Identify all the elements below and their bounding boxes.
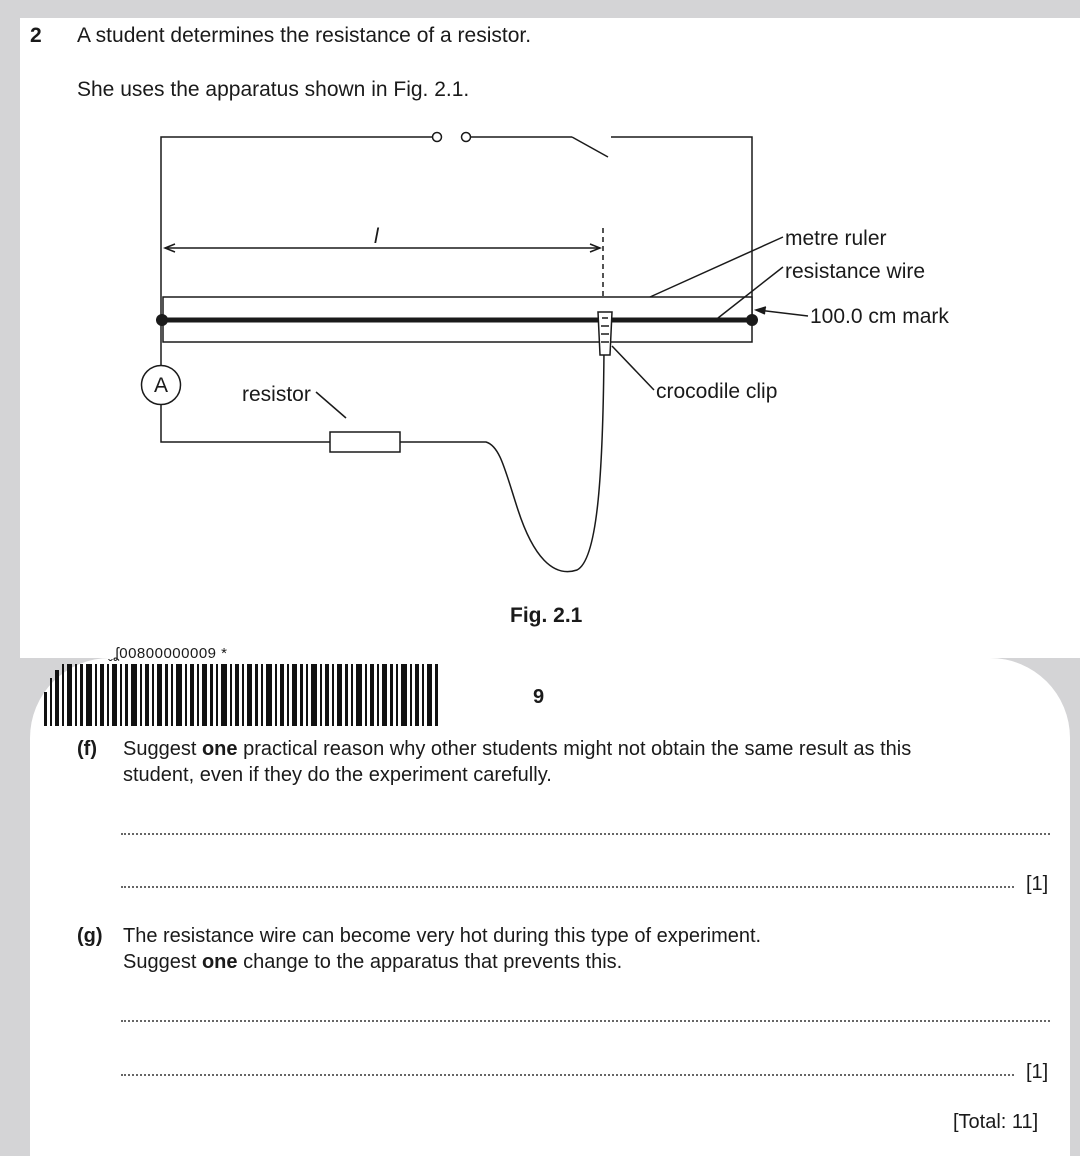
part-g-line2: Suggest one change to the apparatus that prevents this.: [123, 951, 623, 973]
wire-end-left: [156, 314, 168, 326]
clip-leader: [612, 346, 654, 390]
wire-end-right: [746, 314, 758, 326]
part-g-label: (g): [77, 925, 103, 947]
part-f-answer-line-1[interactable]: [121, 833, 1050, 835]
metre-ruler-label: metre ruler: [785, 227, 887, 250]
part-f-label: (f): [77, 738, 97, 760]
ammeter-label: A: [153, 374, 169, 397]
circuit-wire-bottom-left: [161, 404, 330, 442]
resistance-wire-label: resistance wire: [785, 260, 926, 283]
question-number: 2: [30, 24, 42, 47]
switch-terminal-right: [462, 133, 471, 142]
mark-leader: [758, 310, 808, 316]
resistor-label: resistor: [242, 383, 311, 406]
part-g-line1: The resistance wire can become very hot during this type of experiment.: [123, 925, 762, 947]
question-intro: A student determines the resistance of a resistor.: [77, 24, 532, 47]
crocodile-clip: [598, 312, 612, 355]
switch-lever: [572, 137, 608, 157]
barcode-number: ˬʆ00800000009 *: [108, 645, 228, 662]
circuit-wire-top-left: [161, 137, 432, 320]
switch-terminal-left: [433, 133, 442, 142]
part-g-marks: [1]: [1026, 1061, 1049, 1083]
total-marks: [Total: 11]: [953, 1111, 1039, 1133]
part-f-line2: student, even if they do the experiment carefully.: [123, 764, 552, 786]
barcode: [40, 664, 440, 726]
part-f-line1: Suggest one practical reason why other students might not obtain the same result as this: [123, 738, 912, 760]
part-f-answer-line-2[interactable]: [121, 886, 1014, 888]
exam-page-lower: [30, 658, 1070, 1156]
flying-lead: [400, 350, 604, 572]
circuit-wire-top-right: [611, 137, 752, 320]
part-g-answer-line-2[interactable]: [121, 1074, 1014, 1076]
length-symbol: l: [374, 225, 379, 248]
question-apparatus-text: She uses the apparatus shown in Fig. 2.1.: [77, 78, 470, 101]
part-f-marks: [1]: [1026, 873, 1049, 895]
part-g-answer-line-1[interactable]: [121, 1020, 1050, 1022]
metre-ruler-leader: [650, 237, 783, 297]
mark-label: 100.0 cm mark: [810, 305, 949, 328]
figure-caption: Fig. 2.1: [510, 604, 583, 627]
crocodile-clip-label: crocodile clip: [656, 380, 778, 403]
resistor: [330, 432, 400, 452]
resistor-leader: [316, 392, 346, 418]
page-number: 9: [533, 686, 545, 708]
